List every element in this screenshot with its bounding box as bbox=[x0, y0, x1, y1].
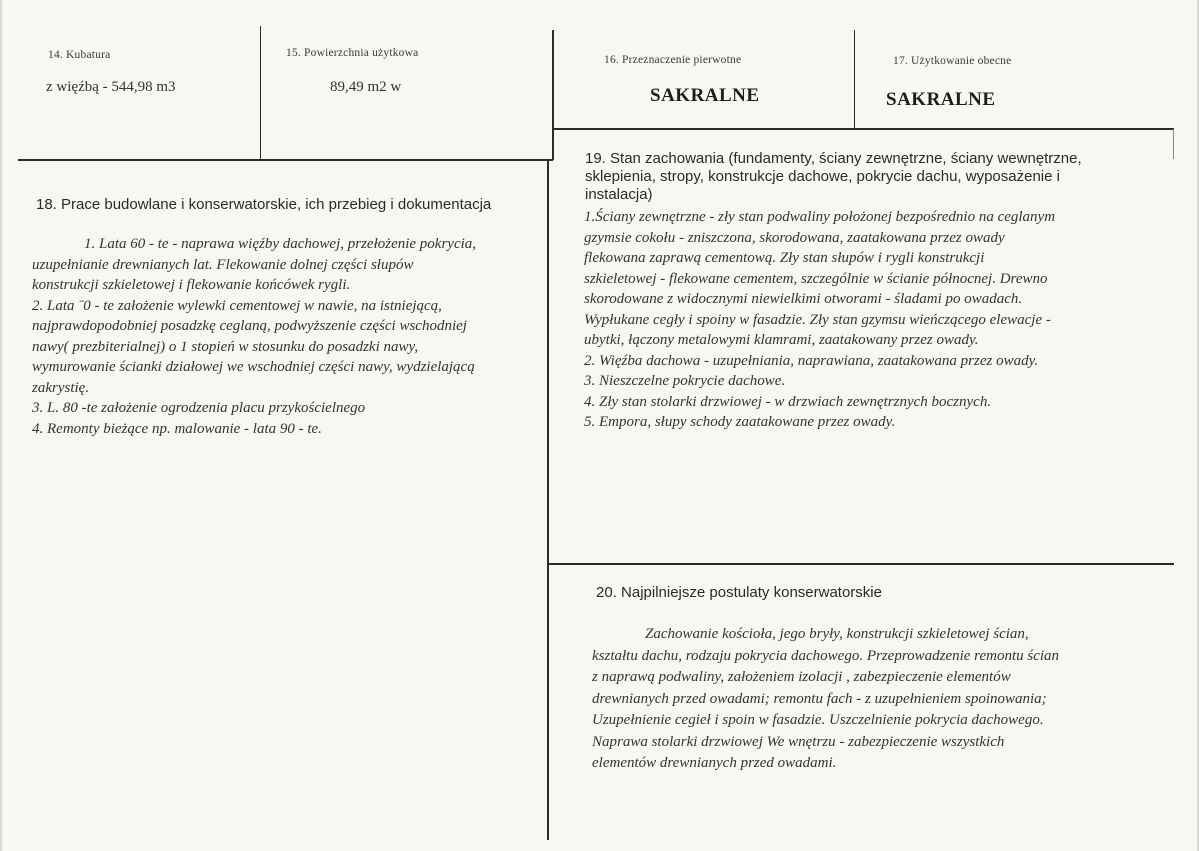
field-15-label: 15. Powierzchnia użytkowa bbox=[286, 47, 419, 59]
section-19-line: Wypłukane cegły i spoiny w fasadzie. Zły stan gzymsu wieńczącego elewacje - bbox=[584, 311, 1051, 328]
field-16-value: SAKRALNE bbox=[650, 85, 760, 106]
section-18-line: nawy( prezbiterialnej) o 1 stopień w stosunku do posadzki nawy, bbox=[32, 338, 419, 355]
scan-edge-left bbox=[0, 0, 2, 851]
section-19-line: 5. Empora, słupy schody zaatakowane przez owady. bbox=[584, 414, 896, 430]
divider-v-16-17 bbox=[854, 30, 855, 129]
field-15-value: 89,49 m2 w bbox=[330, 79, 402, 95]
section-20-heading: 20. Najpilniejsze postulaty konserwatorskie bbox=[596, 584, 882, 601]
field-17-label: 17. Użytkowanie obecne bbox=[893, 55, 1012, 67]
section-18-line: konstrukcji szkieletowej i flekowanie końcówek rygli. bbox=[32, 277, 351, 293]
section-20-line: elementów drewnianych przed owadami. bbox=[592, 755, 837, 771]
section-18-line: 2. Lata ˉ0 - te założenie wylewki cementowej w nawie, na istniejącą, bbox=[32, 297, 442, 314]
section-19-line: flekowana zaprawą cementową. Zły stan słupów i rygli konstrukcji bbox=[584, 250, 985, 266]
divider-v-right-top bbox=[1173, 129, 1174, 159]
section-19-heading-line: 19. Stan zachowania (fundamenty, ściany zewnętrzne, ściany wewnętrzne, bbox=[585, 150, 1082, 167]
section-19-line: 1.Ściany zewnętrzne - zły stan podwaliny położonej bezpośrednio na ceglanym bbox=[584, 209, 1056, 225]
section-18-line: wymurowanie ścianki działowej we wschodniej części nawy, wydzielającą bbox=[32, 359, 475, 375]
section-19-heading-line: sklepienia, stropy, konstrukcje dachowe, pokrycie dachu, wyposażenie i bbox=[585, 168, 1060, 185]
section-18-line: 1. Lata 60 - te - naprawa więźby dachowej, przełożenie pokrycia, bbox=[84, 236, 477, 252]
section-18-line: najprawdopodobniej posadzkę ceglaną, podwyższenie części wschodniej bbox=[32, 318, 467, 334]
section-18-line: zakrystię. bbox=[32, 379, 90, 396]
section-19-line: ubytki, łączony metalowymi klamrami, zaatakowany przez owady. bbox=[584, 332, 979, 348]
field-14-label: 14. Kubatura bbox=[48, 49, 111, 61]
section-20-line: Zachowanie kościoła, jego bryły, konstrukcji szkieletowej ścian, bbox=[645, 626, 1029, 642]
divider-h-right-mid bbox=[548, 563, 1174, 565]
section-20-line: kształtu dachu, rodzaju pokrycia dachowego. Przeprowadzenie remontu ścian bbox=[592, 647, 1060, 664]
divider-v-center bbox=[552, 30, 554, 160]
divider-v-center-lower bbox=[547, 160, 549, 840]
section-19-line: 4. Zły stan stolarki drzwiowej - w drzwiach zewnętrznych bocznych. bbox=[584, 393, 992, 410]
section-18-line: 3. L. 80 -te założenie ogrodzenia placu przykościelnego bbox=[32, 400, 366, 416]
section-19-heading-line: instalacja) bbox=[585, 186, 653, 203]
field-17-value: SAKRALNE bbox=[886, 89, 996, 110]
section-20-body bbox=[592, 624, 1059, 775]
section-20-line: z naprawą podwaliny, założeniem izolacji , zabezpieczenie elementów bbox=[592, 669, 1011, 685]
section-19-heading bbox=[585, 150, 1082, 204]
section-19-body bbox=[584, 207, 1055, 433]
section-20-line: Uzupełnienie cegieł i spoin w fasadzie. Uszczelnienie pokrycia dachowego. bbox=[592, 712, 1044, 728]
section-18-line: 4. Remonty bieżące np. malowanie - lata 90 - te. bbox=[32, 420, 322, 437]
section-18-body bbox=[32, 234, 476, 439]
field-16-label: 16. Przeznaczenie pierwotne bbox=[604, 54, 742, 66]
section-19-line: 3. Nieszczelne pokrycie dachowe. bbox=[584, 373, 786, 389]
section-18-line: uzupełnianie drewnianych lat. Flekowanie dolnej części słupów bbox=[32, 256, 414, 273]
field-14-value: z więźbą - 544,98 m3 bbox=[46, 79, 176, 95]
divider-v-14-15 bbox=[260, 26, 261, 160]
section-20-line: Naprawa stolarki drzwiowej We wnętrzu - zabezpieczenie wszystkich bbox=[592, 733, 1005, 750]
section-19-line: gzymsie cokołu - zniszczona, skorodowana, zaatakowana przez owady bbox=[584, 229, 1005, 246]
divider-h-right-top bbox=[552, 128, 1174, 130]
divider-h-left bbox=[18, 159, 553, 161]
section-20-line: drewnianych przed owadami; remontu fach - z uzupełnieniem spoinowania; bbox=[592, 690, 1047, 707]
section-19-line: 2. Więźba dachowa - uzupełniania, naprawiana, zaatakowana przez owady. bbox=[584, 352, 1039, 369]
section-19-line: szkieletowej - flekowane cementem, szczególnie w ścianie północnej. Drewno bbox=[584, 270, 1048, 287]
section-19-line: skorodowane z widocznymi niewielkimi otworami - śladami po owadach. bbox=[584, 291, 1023, 307]
section-18-heading: 18. Prace budowlane i konserwatorskie, ich przebieg i dokumentacja bbox=[36, 196, 492, 213]
